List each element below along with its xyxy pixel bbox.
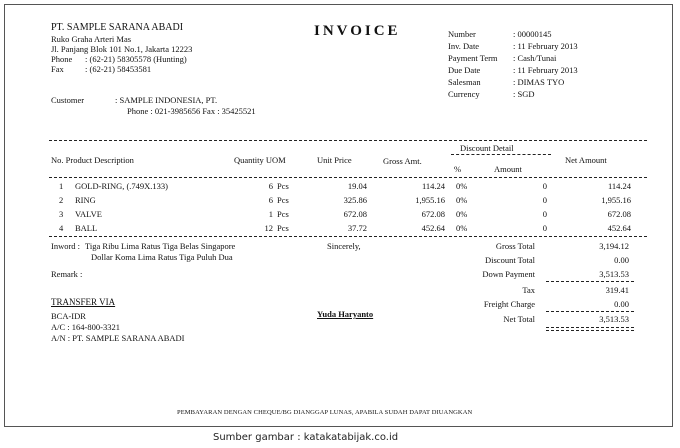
row-disc-amt: 0 xyxy=(542,209,547,219)
company-address-2: Jl. Panjang Blok 101 No.1, Jakarta 12223 xyxy=(51,44,193,54)
company-fax-value: : (62-21) 58453581 xyxy=(85,64,152,74)
row-net: 452.64 xyxy=(607,223,631,233)
customer-name: : SAMPLE INDONESIA, PT. xyxy=(115,95,218,105)
row-no: 4 xyxy=(59,223,64,233)
transfer-bank: BCA-IDR xyxy=(51,311,86,321)
row-no: 3 xyxy=(59,209,64,219)
header-no-desc: No. Product Description xyxy=(51,155,134,165)
total-label-down-payment: Down Payment xyxy=(482,269,535,279)
row-uom: Pcs xyxy=(277,209,289,219)
row-disc-amt: 0 xyxy=(542,181,547,191)
row-unit-price: 37.72 xyxy=(347,223,367,233)
total-value-net: 3,513.53 xyxy=(599,314,629,324)
total-value-down-payment: 3,513.53 xyxy=(599,269,629,279)
row-unit-price: 19.04 xyxy=(347,181,367,191)
table-top-rule xyxy=(49,140,647,141)
header-gross-amt: Gross Amt. xyxy=(383,156,422,166)
sincerely-text: Sincerely, xyxy=(327,241,361,251)
total-label-tax: Tax xyxy=(522,285,535,295)
company-name: PT. SAMPLE SARANA ABADI xyxy=(51,22,184,33)
meta-due-value: : 11 February 2013 xyxy=(513,65,578,75)
row-net: 1,955.16 xyxy=(601,195,631,205)
total-label-freight: Freight Charge xyxy=(483,299,535,309)
transfer-holder: A/N : PT. SAMPLE SARANA ABADI xyxy=(51,333,185,343)
row-pct: 0% xyxy=(456,195,468,205)
total-value-freight: 0.00 xyxy=(614,299,629,309)
meta-currency-value: : SGD xyxy=(513,89,535,99)
row-qty: 6 xyxy=(268,195,273,205)
down-payment-rule xyxy=(546,281,634,282)
table-bottom-rule xyxy=(49,236,647,237)
company-phone-value: : (62-21) 58305578 (Hunting) xyxy=(85,54,187,64)
row-desc: VALVE xyxy=(75,209,102,219)
company-phone-label: Phone xyxy=(51,54,73,64)
row-gross: 672.08 xyxy=(421,209,445,219)
row-uom: Pcs xyxy=(277,223,289,233)
meta-number-value: : 00000145 xyxy=(513,29,552,39)
row-net: 114.24 xyxy=(607,181,631,191)
header-discount-detail: Discount Detail xyxy=(460,143,514,153)
header-qty-uom: Quantity UOM xyxy=(234,155,286,165)
total-label-gross: Gross Total xyxy=(495,241,535,251)
customer-label: Customer xyxy=(51,95,85,105)
total-value-gross: 3,194.12 xyxy=(599,241,629,251)
meta-date-value: : 11 February 2013 xyxy=(513,41,578,51)
row-net: 672.08 xyxy=(607,209,631,219)
signer-name: Yuda Haryanto xyxy=(317,309,374,319)
total-value-discount: 0.00 xyxy=(614,255,629,265)
meta-number-label: Number xyxy=(448,29,476,39)
header-percent: % xyxy=(454,164,462,174)
row-disc-amt: 0 xyxy=(542,195,547,205)
inword-label: Inword : xyxy=(51,241,81,251)
row-qty: 12 xyxy=(264,223,273,233)
row-uom: Pcs xyxy=(277,195,289,205)
transfer-account: A/C : 164-800-3321 xyxy=(51,322,120,332)
total-label-discount: Discount Total xyxy=(484,255,535,265)
row-pct: 0% xyxy=(456,223,468,233)
row-desc: BALL xyxy=(75,223,98,233)
meta-due-label: Due Date xyxy=(448,65,481,75)
invoice-document xyxy=(4,4,673,427)
row-no: 2 xyxy=(59,195,64,205)
company-fax-label: Fax xyxy=(51,64,64,74)
payment-note: PEMBAYARAN DENGAN CHEQUE/BG DIANGGAP LUNAS, APABILA SUDAH DAPAT DIUANGKAN xyxy=(177,409,473,416)
row-pct: 0% xyxy=(456,181,468,191)
row-gross: 114.24 xyxy=(421,181,445,191)
row-qty: 6 xyxy=(268,181,273,191)
meta-currency-label: Currency xyxy=(448,89,480,99)
meta-salesman-label: Salesman xyxy=(448,77,481,87)
meta-date-label: Inv. Date xyxy=(448,41,480,51)
meta-term-label: Payment Term xyxy=(448,53,498,63)
header-unit-price: Unit Price xyxy=(317,155,352,165)
remark-label: Remark : xyxy=(51,269,83,279)
transfer-title: TRANSFER VIA xyxy=(51,297,116,307)
row-disc-amt: 0 xyxy=(542,223,547,233)
table-header-rule xyxy=(49,177,647,178)
image-source-caption: Sumber gambar : katakatabijak.co.id xyxy=(213,432,399,443)
customer-contact: Phone : 021-3985656 Fax : 35425521 xyxy=(127,106,256,116)
row-desc: GOLD-RING, (.749X.133) xyxy=(75,181,169,191)
row-pct: 0% xyxy=(456,209,468,219)
row-uom: Pcs xyxy=(277,181,289,191)
inword-line-1: Tiga Ribu Lima Ratus Tiga Belas Singapore xyxy=(85,241,236,251)
header-net-amount: Net Amount xyxy=(565,155,607,165)
total-value-tax: 319.41 xyxy=(605,285,629,295)
row-qty: 1 xyxy=(268,209,273,219)
row-gross: 1,955.16 xyxy=(415,195,445,205)
inword-line-2: Dollar Koma Lima Ratus Tiga Puluh Dua xyxy=(91,252,233,262)
row-no: 1 xyxy=(59,181,64,191)
invoice-title: INVOICE xyxy=(314,23,401,39)
meta-term-value: : Cash/Tunai xyxy=(513,53,557,63)
row-desc: RING xyxy=(75,195,96,205)
company-address-1: Ruko Graha Arteri Mas xyxy=(51,34,132,44)
row-gross: 452.64 xyxy=(421,223,445,233)
header-amount: Amount xyxy=(494,164,522,174)
total-label-net: Net Total xyxy=(503,314,535,324)
discount-subrule xyxy=(451,154,551,155)
row-unit-price: 325.86 xyxy=(343,195,367,205)
row-unit-price: 672.08 xyxy=(343,209,367,219)
net-total-double-rule xyxy=(546,327,634,331)
meta-salesman-value: : DIMAS TYO xyxy=(513,77,565,87)
freight-rule xyxy=(546,311,634,312)
